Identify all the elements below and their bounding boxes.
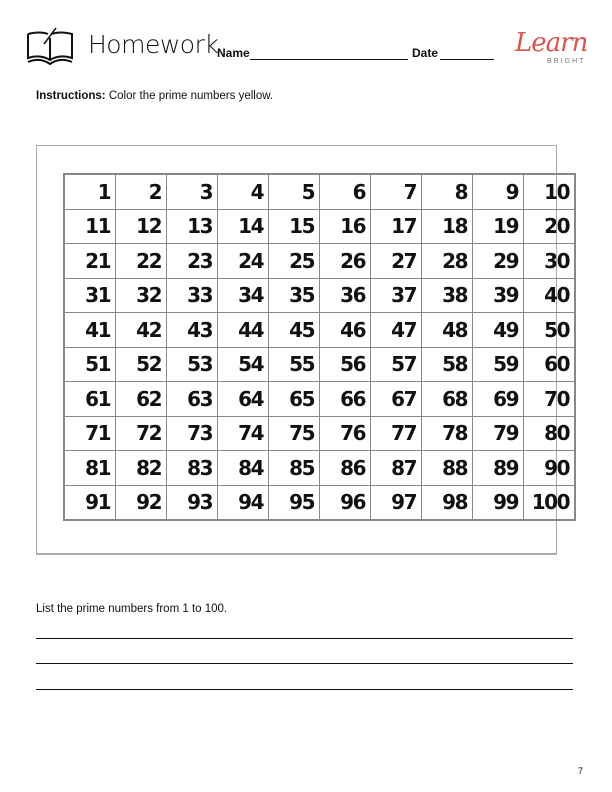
instructions-label: Instructions:	[36, 90, 106, 102]
number-cell[interactable]: 85	[269, 451, 320, 486]
number-cell[interactable]: 77	[371, 416, 422, 451]
answer-line-3[interactable]	[36, 689, 573, 690]
number-cell[interactable]: 70	[524, 382, 576, 417]
learn-bright-logo	[515, 28, 588, 68]
number-cell[interactable]: 90	[524, 451, 576, 486]
number-cell[interactable]: 100	[524, 485, 576, 520]
number-cell[interactable]: 34	[218, 278, 269, 313]
chart-row	[64, 451, 575, 486]
number-cell[interactable]: 15	[269, 209, 320, 244]
name-label: Name	[217, 46, 250, 60]
number-cell[interactable]: 35	[269, 278, 320, 313]
answer-line-1[interactable]	[36, 638, 573, 639]
number-cell[interactable]: 33	[167, 278, 218, 313]
number-cell[interactable]: 14	[218, 209, 269, 244]
number-cell[interactable]: 53	[167, 347, 218, 382]
number-cell[interactable]: 21	[64, 244, 116, 279]
number-cell[interactable]: 76	[320, 416, 371, 451]
number-cell[interactable]: 62	[116, 382, 167, 417]
chart-row	[64, 382, 575, 417]
number-cell[interactable]: 82	[116, 451, 167, 486]
number-cell[interactable]: 46	[320, 313, 371, 348]
chart-row	[64, 485, 575, 520]
number-cell[interactable]: 78	[422, 416, 473, 451]
number-cell[interactable]: 44	[218, 313, 269, 348]
number-cell[interactable]: 19	[473, 209, 524, 244]
hundreds-chart	[63, 173, 576, 521]
number-cell[interactable]: 94	[218, 485, 269, 520]
number-cell[interactable]: 29	[473, 244, 524, 279]
number-cell[interactable]: 6	[320, 174, 371, 209]
date-field[interactable]	[440, 59, 494, 60]
number-cell[interactable]: 99	[473, 485, 524, 520]
number-cell[interactable]: 18	[422, 209, 473, 244]
number-cell[interactable]: 91	[64, 485, 116, 520]
number-cell[interactable]: 55	[269, 347, 320, 382]
number-cell[interactable]: 54	[218, 347, 269, 382]
number-cell[interactable]: 92	[116, 485, 167, 520]
answer-line-2[interactable]	[36, 663, 573, 664]
number-cell[interactable]: 12	[116, 209, 167, 244]
page-number: 7	[578, 766, 584, 776]
number-cell[interactable]: 63	[167, 382, 218, 417]
number-cell[interactable]: 13	[167, 209, 218, 244]
number-cell[interactable]: 57	[371, 347, 422, 382]
instructions	[36, 90, 273, 102]
number-cell[interactable]: 1	[64, 174, 116, 209]
number-cell[interactable]: 51	[64, 347, 116, 382]
number-cell[interactable]: 84	[218, 451, 269, 486]
number-cell[interactable]: 50	[524, 313, 576, 348]
number-cell[interactable]: 72	[116, 416, 167, 451]
number-cell[interactable]: 73	[167, 416, 218, 451]
number-cell[interactable]: 47	[371, 313, 422, 348]
number-cell[interactable]: 96	[320, 485, 371, 520]
date-label: Date	[412, 46, 439, 60]
chart-row	[64, 416, 575, 451]
number-cell[interactable]: 8	[422, 174, 473, 209]
number-cell[interactable]: 87	[371, 451, 422, 486]
number-cell[interactable]: 59	[473, 347, 524, 382]
number-cell[interactable]: 98	[422, 485, 473, 520]
number-cell[interactable]: 88	[422, 451, 473, 486]
number-cell[interactable]: 41	[64, 313, 116, 348]
number-cell[interactable]: 89	[473, 451, 524, 486]
number-cell[interactable]: 74	[218, 416, 269, 451]
list-prompt: List the prime numbers from 1 to 100.	[36, 603, 228, 615]
number-cell[interactable]: 22	[116, 244, 167, 279]
number-cell[interactable]: 79	[473, 416, 524, 451]
number-cell[interactable]: 95	[269, 485, 320, 520]
number-cell[interactable]: 83	[167, 451, 218, 486]
number-cell[interactable]: 2	[116, 174, 167, 209]
name-field[interactable]	[250, 59, 408, 60]
number-cell[interactable]: 32	[116, 278, 167, 313]
chart-row	[64, 174, 575, 209]
logo-word: Learn	[515, 28, 588, 58]
number-cell[interactable]: 52	[116, 347, 167, 382]
page-title: Homework	[88, 30, 219, 59]
number-cell[interactable]: 30	[524, 244, 576, 279]
number-cell[interactable]: 7	[371, 174, 422, 209]
number-cell[interactable]: 3	[167, 174, 218, 209]
number-cell[interactable]: 43	[167, 313, 218, 348]
number-cell[interactable]: 37	[371, 278, 422, 313]
number-cell[interactable]: 9	[473, 174, 524, 209]
number-cell[interactable]: 5	[269, 174, 320, 209]
number-cell[interactable]: 25	[269, 244, 320, 279]
number-cell[interactable]: 56	[320, 347, 371, 382]
number-cell[interactable]: 49	[473, 313, 524, 348]
number-cell[interactable]: 42	[116, 313, 167, 348]
number-cell[interactable]: 36	[320, 278, 371, 313]
open-book-icon	[26, 24, 74, 66]
number-cell[interactable]: 24	[218, 244, 269, 279]
number-cell[interactable]: 28	[422, 244, 473, 279]
chart-row	[64, 209, 575, 244]
number-cell[interactable]: 60	[524, 347, 576, 382]
number-cell[interactable]: 61	[64, 382, 116, 417]
number-cell[interactable]: 64	[218, 382, 269, 417]
chart-row	[64, 313, 575, 348]
number-cell[interactable]: 81	[64, 451, 116, 486]
number-cell[interactable]: 20	[524, 209, 576, 244]
number-cell[interactable]: 65	[269, 382, 320, 417]
number-cell[interactable]: 97	[371, 485, 422, 520]
number-cell[interactable]: 48	[422, 313, 473, 348]
number-cell[interactable]: 27	[371, 244, 422, 279]
number-cell[interactable]: 58	[422, 347, 473, 382]
number-cell[interactable]: 67	[371, 382, 422, 417]
number-cell[interactable]: 10	[524, 174, 576, 209]
number-cell[interactable]: 17	[371, 209, 422, 244]
number-cell[interactable]: 71	[64, 416, 116, 451]
number-cell[interactable]: 39	[473, 278, 524, 313]
chart-row	[64, 347, 575, 382]
chart-row	[64, 244, 575, 279]
logo-sub: BRIGHT	[547, 58, 586, 65]
number-cell[interactable]: 66	[320, 382, 371, 417]
number-cell[interactable]: 4	[218, 174, 269, 209]
number-cell[interactable]: 75	[269, 416, 320, 451]
chart-row	[64, 278, 575, 313]
instructions-text: Color the prime numbers yellow.	[105, 90, 274, 102]
number-cell[interactable]: 23	[167, 244, 218, 279]
number-cell[interactable]: 93	[167, 485, 218, 520]
number-cell[interactable]: 11	[64, 209, 116, 244]
number-cell[interactable]: 40	[524, 278, 576, 313]
number-cell[interactable]: 45	[269, 313, 320, 348]
number-cell[interactable]: 38	[422, 278, 473, 313]
number-cell[interactable]: 68	[422, 382, 473, 417]
number-cell[interactable]: 80	[524, 416, 576, 451]
number-cell[interactable]: 26	[320, 244, 371, 279]
number-cell[interactable]: 16	[320, 209, 371, 244]
number-cell[interactable]: 69	[473, 382, 524, 417]
number-cell[interactable]: 31	[64, 278, 116, 313]
number-cell[interactable]: 86	[320, 451, 371, 486]
